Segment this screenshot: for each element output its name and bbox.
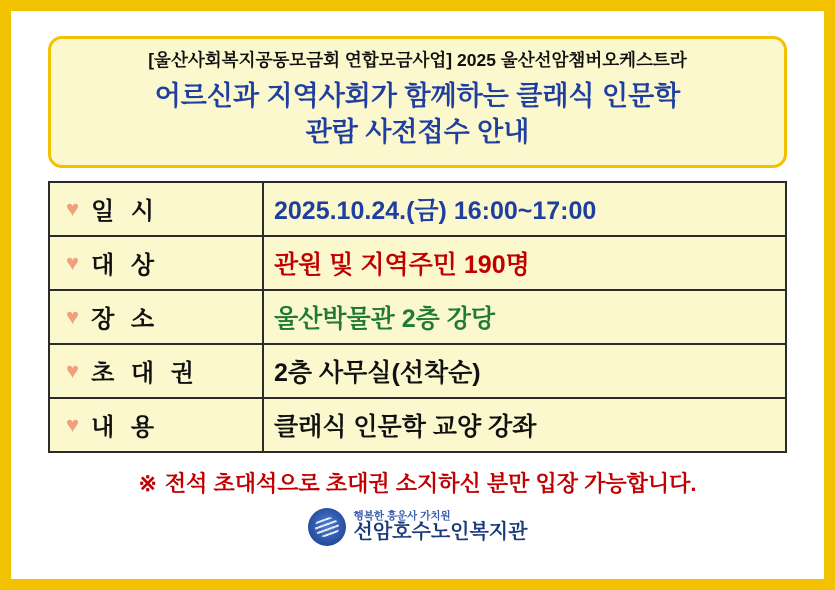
poster-inner bbox=[22, 22, 813, 568]
notice-mark-icon: ※ bbox=[138, 470, 157, 496]
sponsor-line: [울산사회복지공동모금회 연합모금사업] 2025 울산선암챔버오케스트라 bbox=[148, 50, 687, 70]
row-label: 일 시 bbox=[91, 198, 160, 226]
logo-name: 선암호수노인복지관 bbox=[353, 520, 528, 543]
row-label-cell bbox=[49, 398, 263, 452]
table-row bbox=[49, 398, 786, 452]
row-value: 2층 사무실(선착순) bbox=[263, 344, 786, 398]
row-value: 2025.10.24.(금) 16:00~17:00 bbox=[263, 182, 786, 236]
title-line-2: 관람 사전접수 안내 bbox=[305, 117, 530, 148]
heart-icon: ♥ bbox=[66, 303, 80, 329]
row-label-cell bbox=[49, 344, 263, 398]
heart-icon: ♥ bbox=[66, 195, 80, 221]
row-label: 내 용 bbox=[91, 414, 160, 442]
info-table bbox=[48, 181, 787, 453]
footer-logo bbox=[48, 508, 787, 546]
title-line-1: 어르신과 지역사회가 함께하는 클래식 인문학 bbox=[154, 80, 681, 111]
row-label: 대 상 bbox=[91, 252, 160, 280]
heart-icon: ♥ bbox=[66, 411, 80, 437]
heart-icon: ♥ bbox=[66, 357, 80, 383]
row-label: 장 소 bbox=[91, 306, 160, 334]
row-value: 관원 및 지역주민 190명 bbox=[263, 236, 786, 290]
poster-title bbox=[65, 78, 770, 151]
notice-body: 전석 초대석으로 초대권 소지하신 분만 입장 가능합니다. bbox=[164, 470, 697, 496]
row-label-cell bbox=[49, 290, 263, 344]
table-row bbox=[49, 344, 786, 398]
title-box bbox=[48, 36, 787, 168]
table-row bbox=[49, 236, 786, 290]
logo-tagline: 행복한 흥운사 가치원 bbox=[353, 509, 451, 522]
row-value: 울산박물관 2층 강당 bbox=[263, 290, 786, 344]
shell-emblem-icon bbox=[308, 508, 346, 546]
row-value: 클래식 인문학 교양 강좌 bbox=[263, 398, 786, 452]
heart-icon: ♥ bbox=[66, 249, 80, 275]
logo-text-block bbox=[354, 511, 528, 543]
row-label-cell bbox=[49, 236, 263, 290]
notice-text bbox=[48, 467, 787, 498]
table-row bbox=[49, 290, 786, 344]
row-label: 초 대 권 bbox=[91, 360, 199, 388]
row-label-cell bbox=[49, 182, 263, 236]
table-row bbox=[49, 182, 786, 236]
